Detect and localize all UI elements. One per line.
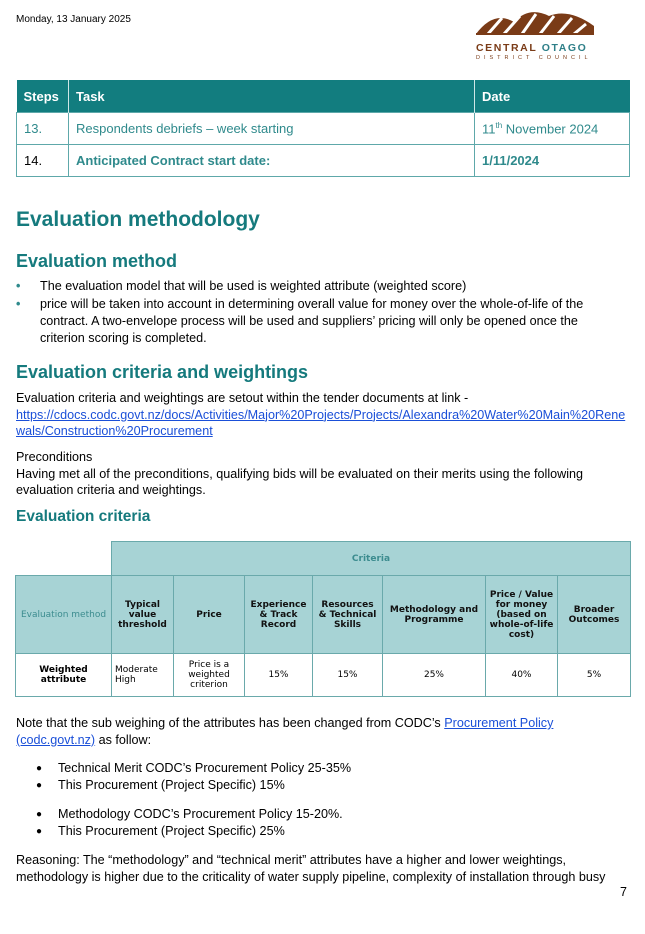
preconditions: Preconditions Having met all of the preconditions, qualifying bids will be evaluated on their merits using the following evaluation criteria and weightings.	[16, 450, 584, 497]
heading-evaluation-criteria: Evaluation criteria	[16, 508, 151, 525]
list-item: ● This Procurement (Project Specific) 25%	[36, 824, 285, 838]
cell-resources: 15%	[313, 654, 383, 697]
logo-subtitle: DISTRICT COUNCIL	[476, 55, 592, 61]
reasoning-text: Reasoning: The “methodology” and “technical merit” attributes have a higher and lower weightings, methodology is higher due to the criticality of water supply pipeline, complexity of installation through busy	[16, 853, 606, 884]
cell-broader-outcomes: 5%	[558, 654, 631, 697]
col-broader-outcomes: Broader Outcomes	[558, 576, 631, 654]
list-item: ● Technical Merit CODC’s Procurement Policy 25-35%	[36, 761, 352, 775]
bullet-icon: •	[16, 297, 21, 311]
page-number: 7	[620, 885, 627, 899]
list-item: • The evaluation model that will be used is weighted attribute (weighted score)	[16, 279, 467, 293]
col-resources: Resources & Technical Skills	[313, 576, 383, 654]
col-steps: Steps	[17, 80, 69, 113]
cell-method: Weighted attribute	[16, 654, 112, 697]
col-price-value: Price / Value for money (based on whole-of-life cost)	[486, 576, 558, 654]
cell-price-value: 40%	[486, 654, 558, 697]
criteria-table	[15, 541, 631, 697]
bullet-icon: ●	[36, 780, 43, 791]
col-task: Task	[69, 80, 475, 113]
col-price: Price	[174, 576, 245, 654]
heading-evaluation-method: Evaluation method	[16, 251, 178, 271]
criteria-group-header: Criteria	[112, 542, 631, 576]
sub-weighting-note: Note that the sub weighing of the attributes has been changed from CODC’s Procurement Policy (codc.govt.nz) as follow:	[16, 716, 554, 747]
logo-name: CENTRAL OTAGO	[476, 42, 588, 54]
blank-cell	[16, 542, 112, 576]
cell-methodology: 25%	[383, 654, 486, 697]
heading-criteria-weightings: Evaluation criteria and weightings	[16, 362, 309, 382]
table-row	[17, 145, 630, 177]
tender-documents-link[interactable]: https://cdocs.codc.govt.nz/docs/Activities/Major%20Projects/Projects/Alexandra%20Water%20Main%20Renewals/Construction%20Procurement	[16, 407, 626, 438]
cell-price: Price is a weighted criterion	[174, 654, 245, 697]
step-date: 11th November 2024	[475, 113, 630, 145]
steps-table-header	[17, 80, 630, 113]
cell-experience: 15%	[245, 654, 313, 697]
col-evaluation-method: Evaluation method	[16, 576, 112, 654]
header-date: Monday, 13 January 2025	[16, 14, 131, 25]
cell-threshold: Moderate High	[112, 654, 174, 697]
step-number: 14.	[17, 145, 69, 177]
col-date: Date	[475, 80, 630, 113]
bullet-icon: ●	[36, 809, 43, 820]
bullet-icon: ●	[36, 826, 43, 837]
criteria-group-row	[16, 542, 631, 576]
mountains-logo-icon	[474, 4, 596, 40]
col-experience: Experience & Track Record	[245, 576, 313, 654]
steps-table	[16, 80, 630, 177]
list-item: ● Methodology CODC’s Procurement Policy 15-20%.	[36, 807, 343, 821]
step-task: Anticipated Contract start date:	[69, 145, 475, 177]
criteria-header-row	[16, 576, 631, 654]
col-typical-value: Typical value threshold	[112, 576, 174, 654]
heading-evaluation-methodology: Evaluation methodology	[16, 208, 260, 231]
bullet-icon: ●	[36, 763, 43, 774]
bullet-icon: •	[16, 279, 21, 293]
table-row	[16, 654, 631, 697]
list-item: • price will be taken into account in determining overall value for money over the whole-of-life of the contract. A two-envelope process will be used and suppliers’ pricing will only be opened once the criterion scoring is completed.	[16, 297, 584, 345]
criteria-intro: Evaluation criteria and weightings are setout within the tender documents at link - https://cdocs.codc.govt.nz/docs/Activities/Major%20Projects/Projects/Alexandra%20Water%20Main%20Renewals/Construction%20Procurement	[16, 391, 626, 438]
col-methodology: Methodology and Programme	[383, 576, 486, 654]
procurement-policy-link[interactable]: Procurement Policy (codc.govt.nz)	[16, 716, 554, 747]
table-row	[17, 113, 630, 145]
step-task: Respondents debriefs – week starting	[69, 113, 475, 145]
step-date: 1/11/2024	[475, 145, 630, 177]
list-item: ● This Procurement (Project Specific) 15%	[36, 778, 285, 792]
step-number: 13.	[17, 113, 69, 145]
council-logo	[470, 4, 600, 62]
